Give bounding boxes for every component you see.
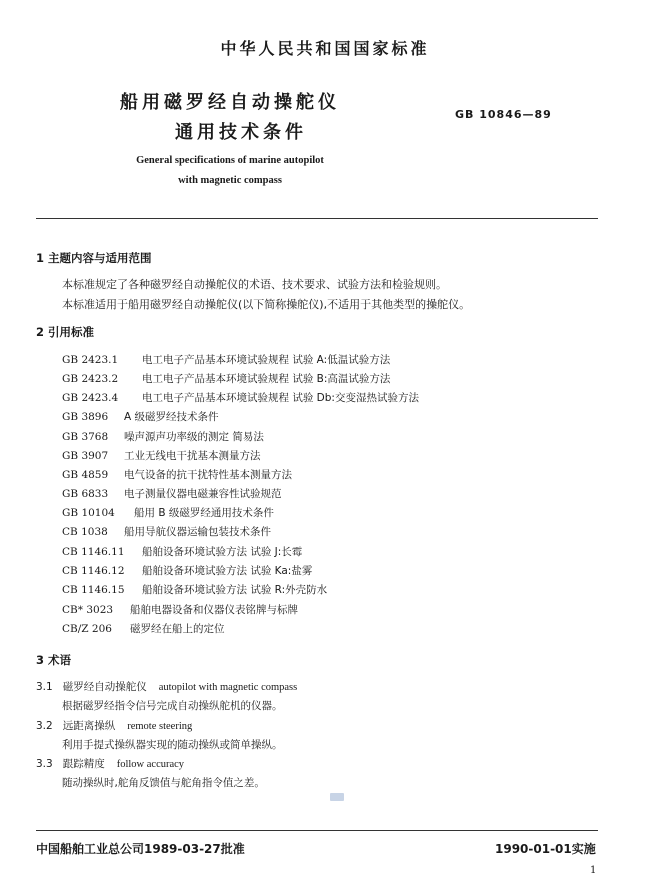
term-definition: 随动操纵时,舵角反馈值与舵角指令值之差。: [62, 777, 265, 789]
section-1-heading: 1 主题内容与适用范围: [36, 251, 152, 265]
term-entry: 3.3 跟踪精度 follow accuracy: [36, 758, 185, 770]
header-divider: [36, 218, 598, 219]
section-3-heading: 3 术语: [36, 653, 72, 667]
title-line-2: 通用技术条件: [175, 122, 307, 143]
footer-divider: [36, 830, 598, 831]
implementation-date: 1990-01-01实施: [495, 842, 596, 856]
reference-item: GB 6833 电子测量仪器电磁兼容性试验规范: [62, 488, 282, 500]
reference-item: CB* 3023 船舶电器设备和仪器仪表铭牌与标牌: [62, 604, 298, 616]
reference-item: CB 1146.12 船舶设备环境试验方法 试验 Ka:盐雾: [62, 565, 313, 577]
standard-number: GB 10846—89: [455, 108, 552, 121]
title-line-1: 船用磁罗经自动操舵仪: [120, 92, 340, 113]
reference-item: CB 1146.11 船舶设备环境试验方法 试验 J:长霉: [62, 546, 303, 558]
reference-item: GB 3768 噪声源声功率级的测定 简易法: [62, 431, 264, 443]
reference-item: GB 3896 A 级磁罗经技术条件: [62, 411, 219, 423]
reference-item: GB 2423.4 电工电子产品基本环境试验规程 试验 Db:交变湿热试验方法: [62, 392, 419, 404]
page-number: 1: [590, 865, 597, 876]
reference-item: GB 3907 工业无线电干扰基本测量方法: [62, 450, 261, 462]
reference-item: GB 2423.2 电工电子产品基本环境试验规程 试验 B:高温试验方法: [62, 373, 391, 385]
section-2-heading: 2 引用标准: [36, 325, 95, 339]
term-definition: 根据磁罗经指令信号完成自动操纵舵机的仪器。: [62, 700, 283, 712]
reference-item: GB 4859 电气设备的抗干扰特性基本测量方法: [62, 469, 292, 481]
english-title-line-1: General specifications of marine autopilot: [136, 155, 324, 166]
english-title-line-2: with magnetic compass: [178, 175, 282, 186]
national-standard-header: 中华人民共和国国家标准: [220, 39, 430, 58]
reference-item: GB 2423.1 电工电子产品基本环境试验规程 试验 A:低温试验方法: [62, 354, 391, 366]
section-1-paragraph: 本标准适用于船用磁罗经自动操舵仪(以下简称操舵仪),不适用于其他类型的操舵仪。: [62, 298, 471, 311]
reference-item: CB 1038 船用导航仪器运输包装技术条件: [62, 526, 271, 538]
section-1-paragraph: 本标准规定了各种磁罗经自动操舵仪的术语、技术要求、试验方法和检验规则。: [62, 278, 447, 291]
reference-item: CB/Z 206 磁罗经在船上的定位: [62, 623, 225, 635]
scan-mark: [330, 793, 344, 801]
term-entry: 3.1 磁罗经自动操舵仪 autopilot with magnetic compass: [36, 681, 298, 693]
reference-item: GB 10104 船用 B 级磁罗经通用技术条件: [62, 507, 274, 519]
reference-item: CB 1146.15 船舶设备环境试验方法 试验 R:外壳防水: [62, 584, 328, 596]
approval-line: 中国船舶工业总公司1989-03-27批准: [36, 842, 245, 856]
term-definition: 利用手提式操纵器实现的随动操纵或简单操纵。: [62, 739, 283, 751]
term-entry: 3.2 远距离操纵 remote steering: [36, 720, 193, 732]
